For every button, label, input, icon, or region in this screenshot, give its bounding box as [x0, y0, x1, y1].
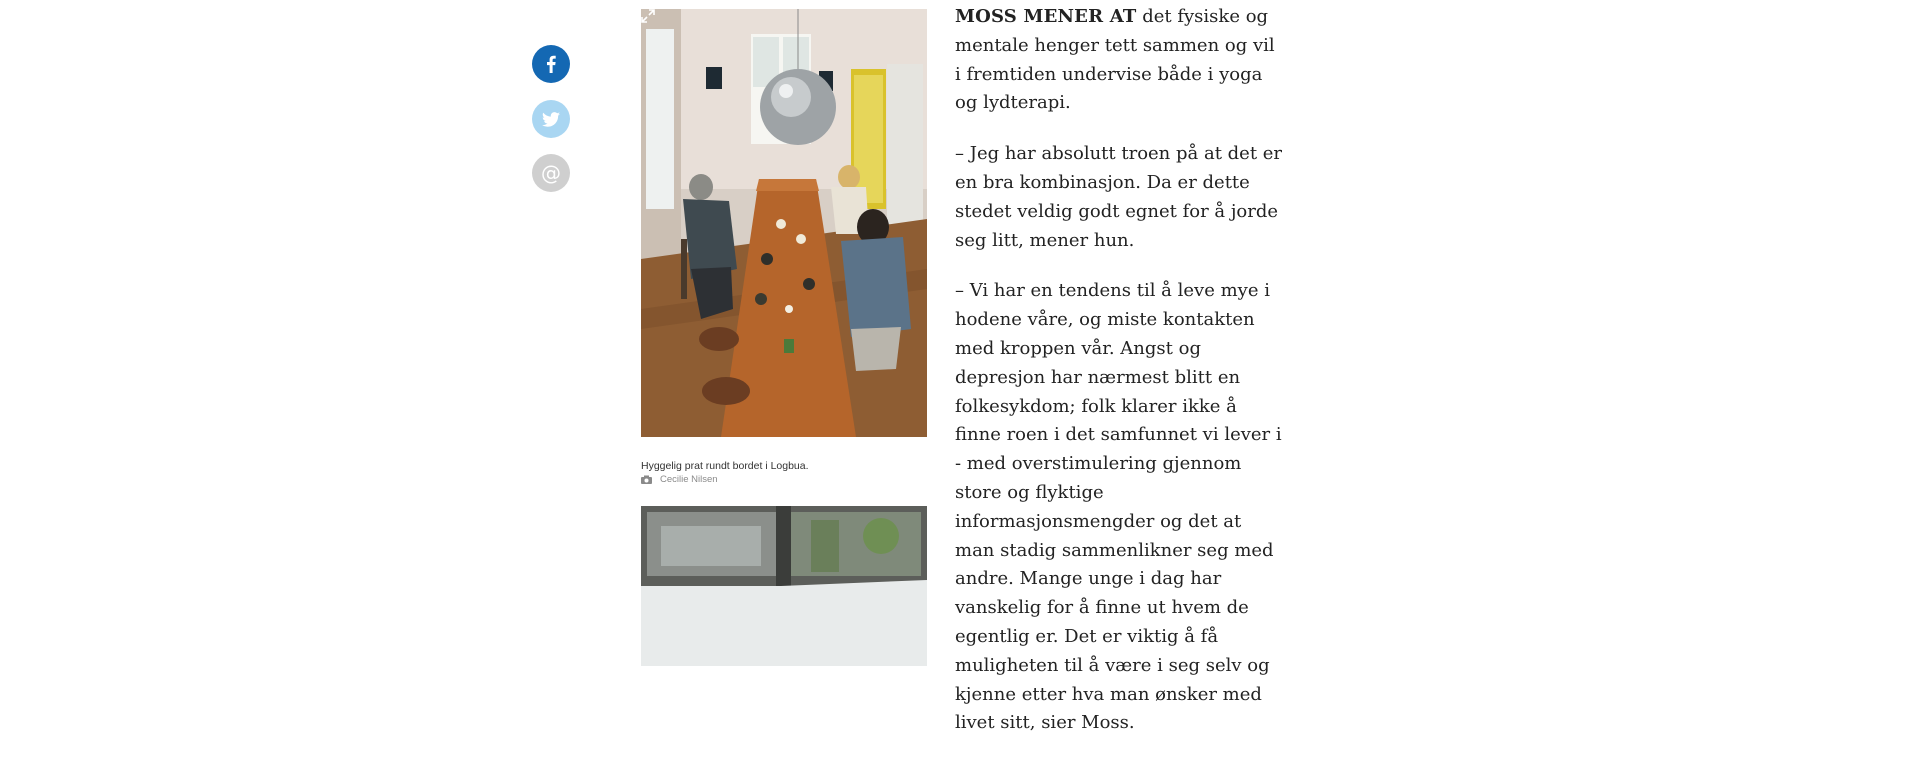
- twitter-icon: [542, 112, 560, 127]
- paragraph-1-text: det fysiske og mentale henger tett sammen og vil i fremtiden undervise både i yoga og lydterapi.: [955, 6, 1275, 114]
- email-share-button[interactable]: [532, 154, 570, 192]
- photo-caption: Hyggelig prat rundt bordet i Logbua.: [641, 460, 809, 472]
- article-paragraph-2: – Jeg har absolutt troen på at det er en bra kombinasjon. Da er dette stedet veldig godt egnet for å jorde seg litt, mener hun.: [955, 143, 1283, 251]
- media-column: [641, 9, 927, 666]
- photo-credit: [641, 474, 927, 485]
- second-photo[interactable]: [641, 506, 927, 666]
- dining-table-photo[interactable]: [641, 9, 927, 437]
- facebook-icon: [544, 55, 558, 73]
- article-paragraph-1: [955, 3, 1285, 118]
- lead-in: MOSS MENER AT: [955, 6, 1137, 27]
- facebook-share-button[interactable]: [532, 45, 570, 83]
- second-photo-illustration: [641, 506, 927, 666]
- expand-icon[interactable]: [641, 9, 655, 23]
- camera-icon: [641, 475, 652, 484]
- twitter-share-button[interactable]: [532, 100, 570, 138]
- article-body: [955, 3, 1285, 760]
- dining-photo-illustration: [641, 9, 927, 437]
- article-paragraph-3: – Vi har en tendens til å leve mye i hodene våre, og miste kontakten med kroppen vår. Angst og depresjon har nærmest blitt en folkesykdom; folk klarer ikke å finne roen i det samfunnet vi lever i - med overstimulering gjennom store og flyktige informasjonsmengder og det at man stadig sammenlikner seg med andre. Mange unge i dag har vanskelig for å finne ut hvem de egentlig er. Det er viktig å få muligheten til å være i seg selv og kjenne etter hva man ønsker med livet sitt, sier Moss.: [955, 280, 1282, 734]
- at-sign-icon: @: [541, 161, 561, 185]
- photo-credit-name: Cecilie Nilsen: [660, 474, 718, 485]
